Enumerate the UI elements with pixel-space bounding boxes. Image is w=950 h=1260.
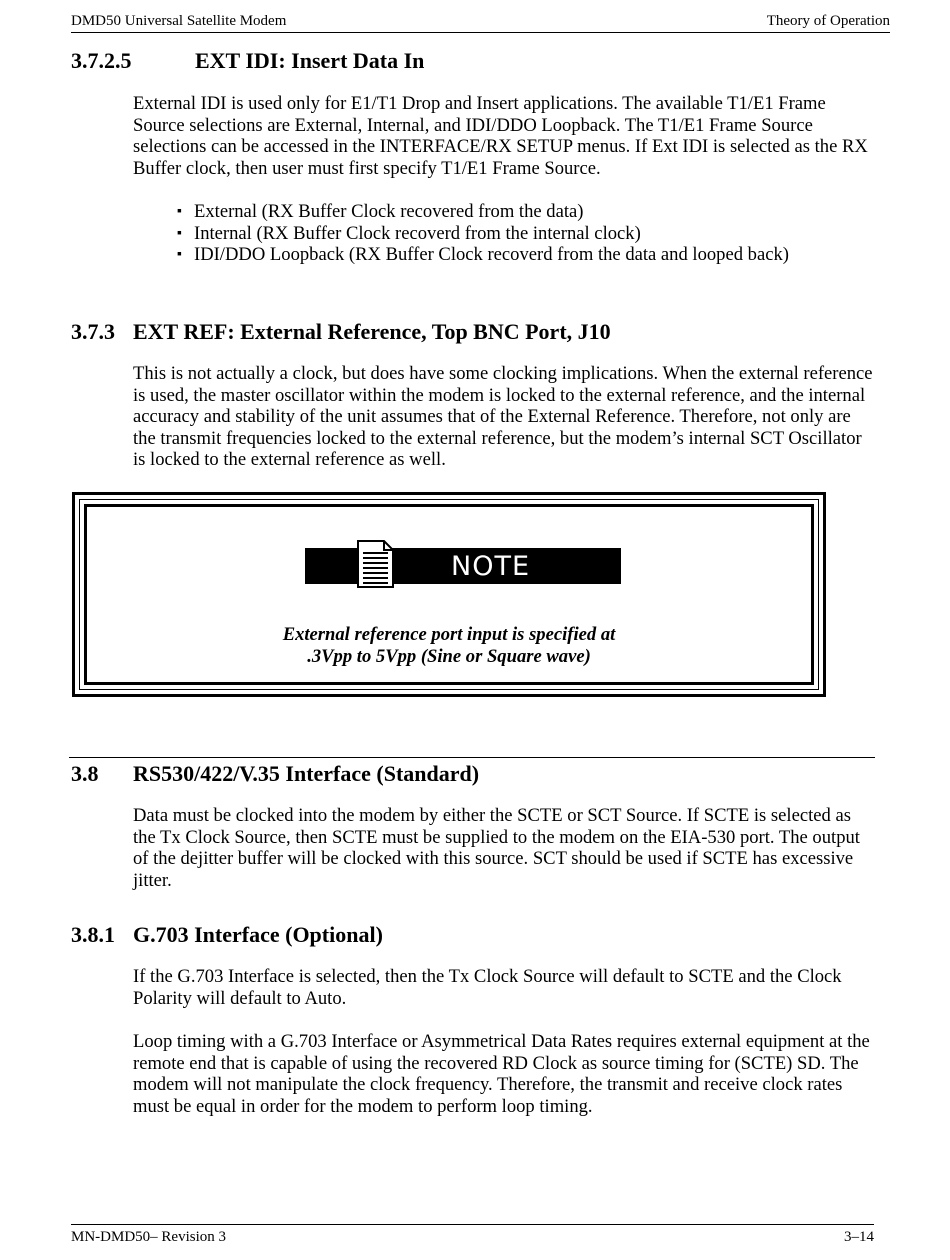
note-line-2: .3Vpp to 5Vpp (Sine or Square wave) — [307, 646, 591, 667]
note-line-1: External reference port input is specified at — [282, 624, 616, 645]
section-title: RS530/422/V.35 Interface (Standard) — [133, 761, 480, 786]
note-text — [87, 624, 811, 668]
note-label: NOTE — [451, 551, 531, 582]
paragraph: Loop timing with a G.703 Interface or Asymmetrical Data Rates requires external equipment at the remote end that is capable of using the recovered RD Clock as source timing for (SCTE) SD. The modem will not manipulate the clock frequency. Therefore, the transmit and receive clock rates must be equal in order for the modem to perform loop timing. — [133, 1031, 870, 1117]
footer-left: MN-DMD50– Revision 3 — [71, 1229, 227, 1245]
paragraph: This is not actually a clock, but does have some clocking implications. When the external reference is used, the master oscillator within the modem is locked to the external reference, and the internal accuracy and stability of the unit assumes that of the External Reference. Therefore, not only are the transmit frequencies locked to the external reference, but the modem’s internal SCT Oscillator is locked to the external reference as well. — [133, 363, 873, 471]
list-item: ▪ External (RX Buffer Clock recovered from the data) — [177, 201, 789, 223]
document-icon — [355, 538, 397, 590]
section-title: EXT IDI: Insert Data In — [195, 48, 425, 73]
section-number: 3.8 — [71, 761, 99, 786]
header-left: DMD50 Universal Satellite Modem — [71, 13, 287, 29]
section-title: G.703 Interface (Optional) — [133, 922, 383, 947]
running-footer — [71, 1224, 874, 1246]
section-divider — [69, 757, 875, 758]
section-number: 3.8.1 — [71, 922, 115, 947]
header-right: Theory of Operation — [766, 13, 890, 29]
page-number: 3–14 — [844, 1229, 874, 1245]
section-number: 3.7.2.5 — [71, 48, 132, 73]
section-title: EXT REF: External Reference, Top BNC Port, J10 — [133, 319, 611, 344]
note-box — [72, 492, 826, 697]
bullet-list — [177, 201, 789, 266]
list-item: ▪ Internal (RX Buffer Clock recoverd from the internal clock) — [177, 223, 789, 245]
note-banner — [305, 548, 621, 584]
running-header — [71, 12, 890, 33]
paragraph: If the G.703 Interface is selected, then the Tx Clock Source will default to SCTE and the Clock Polarity will default to Auto. — [133, 966, 842, 1009]
paragraph: External IDI is used only for E1/T1 Drop and Insert applications. The available T1/E1 Frame Source selections are External, Internal, and IDI/DDO Loopback. The T1/E1 Frame Source selections can be accessed in the INTERFACE/RX SETUP menus. If Ext IDI is selected as the RX Buffer clock, then user must first specify T1/E1 Frame Source. — [133, 93, 868, 179]
section-number: 3.7.3 — [71, 319, 115, 344]
list-item: ▪ IDI/DDO Loopback (RX Buffer Clock recoverd from the data and looped back) — [177, 244, 789, 266]
paragraph: Data must be clocked into the modem by either the SCTE or SCT Source. If SCTE is selected as the Tx Clock Source, then SCTE must be supplied to the modem on the EIA-530 port. The output of the dejitter buffer will be clocked with this source. SCT should be used if SCTE has excessive jitter. — [133, 805, 860, 891]
